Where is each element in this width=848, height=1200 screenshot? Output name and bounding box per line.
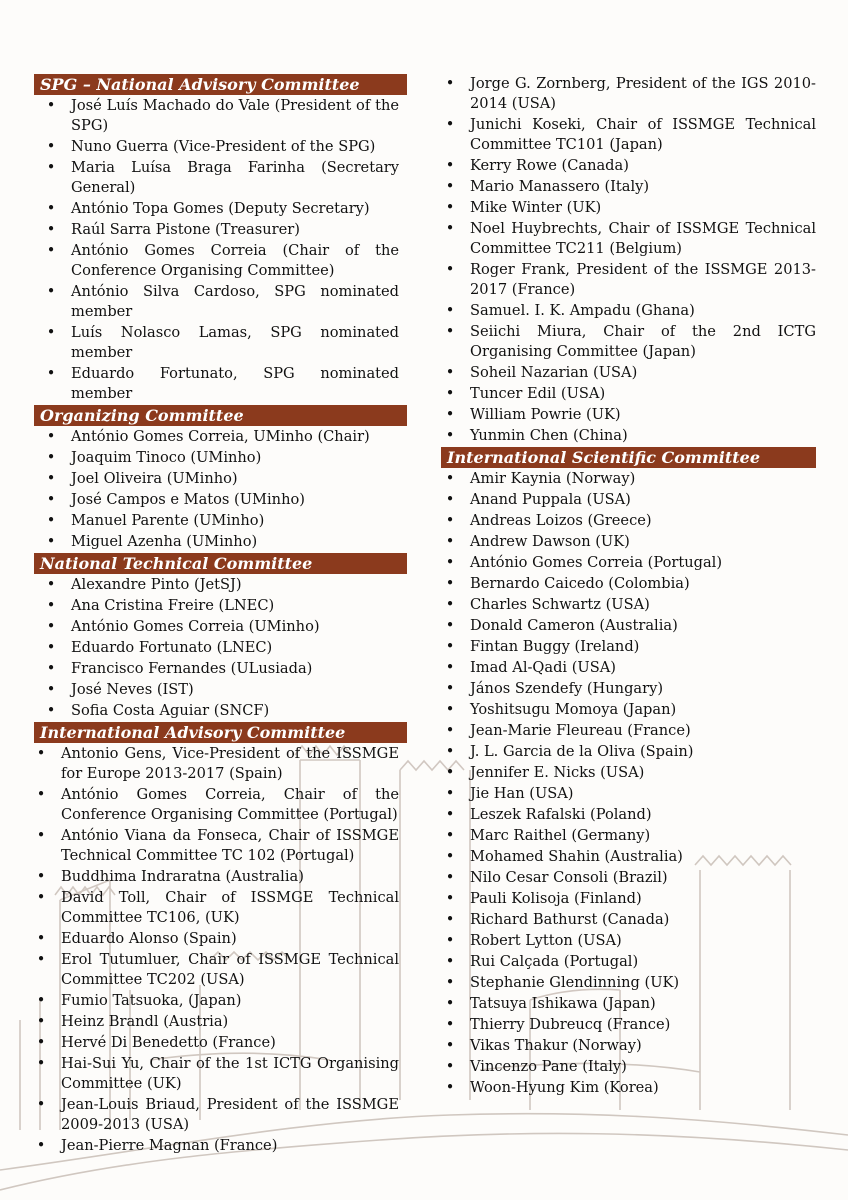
list-item	[441, 616, 816, 636]
member-text: Yoshitsugu Momoya (Japan)	[470, 701, 677, 718]
right-column	[441, 74, 816, 1099]
bullet-icon: •	[46, 660, 56, 677]
list-item	[34, 323, 407, 363]
bullet-icon: •	[445, 575, 455, 592]
list-item	[441, 490, 816, 510]
bullet-icon: •	[445, 75, 455, 92]
list-item	[441, 511, 816, 531]
list-item	[441, 826, 816, 846]
bullet-icon: •	[445, 617, 455, 634]
member-text: António Gomes Correia, UMinho (Chair)	[71, 428, 370, 445]
bullet-icon: •	[445, 890, 455, 907]
list-item	[441, 595, 816, 615]
bullet-icon: •	[445, 680, 455, 697]
bullet-icon: •	[445, 848, 455, 865]
list-item	[34, 929, 407, 949]
list-item	[441, 805, 816, 825]
bullet-icon: •	[36, 930, 46, 947]
bullet-icon: •	[46, 138, 56, 155]
member-text: Donald Cameron (Australia)	[470, 617, 678, 634]
list-item	[441, 910, 816, 930]
list-item	[441, 260, 816, 300]
member-text: Yunmin Chen (China)	[470, 427, 628, 444]
international-advisory-committee-header: International Advisory Committee	[34, 722, 407, 743]
list-item	[441, 1036, 816, 1056]
bullet-icon: •	[46, 470, 56, 487]
bullet-icon: •	[445, 953, 455, 970]
list-item	[441, 931, 816, 951]
member-text: Rui Calçada (Portugal)	[470, 953, 639, 970]
bullet-icon: •	[445, 385, 455, 402]
member-text: José Campos e Matos (UMinho)	[71, 491, 305, 508]
bullet-icon: •	[46, 97, 56, 114]
bullet-icon: •	[445, 701, 455, 718]
member-text: Woon-Hyung Kim (Korea)	[470, 1079, 659, 1096]
list-item	[34, 575, 407, 595]
member-text: Robert Lytton (USA)	[470, 932, 622, 949]
list-item	[441, 973, 816, 993]
organizing-committee-header: Organizing Committee	[34, 405, 407, 426]
list-item	[441, 721, 816, 741]
list-item	[441, 784, 816, 804]
list-item	[441, 156, 816, 176]
member-text: Luís Nolasco Lamas, SPG nominated member	[71, 324, 399, 361]
member-text: Anand Puppala (USA)	[470, 491, 631, 508]
list-item	[441, 198, 816, 218]
bullet-icon: •	[445, 722, 455, 739]
member-text: Charles Schwartz (USA)	[470, 596, 650, 613]
member-text: Raúl Sarra Pistone (Treasurer)	[71, 221, 300, 238]
list-item	[441, 847, 816, 867]
list-item	[34, 490, 407, 510]
list-item	[441, 763, 816, 783]
bullet-icon: •	[445, 638, 455, 655]
member-text: António Gomes Correia (Portugal)	[470, 554, 723, 571]
bullet-icon: •	[36, 786, 46, 803]
list-item	[441, 363, 816, 383]
bullet-icon: •	[46, 159, 56, 176]
bullet-icon: •	[445, 427, 455, 444]
bullet-icon: •	[46, 639, 56, 656]
bullet-icon: •	[46, 533, 56, 550]
bullet-icon: •	[445, 116, 455, 133]
list-item	[34, 220, 407, 240]
member-text: Bernardo Caicedo (Colombia)	[470, 575, 690, 592]
bullet-icon: •	[445, 806, 455, 823]
member-text: Pauli Kolisoja (Finland)	[470, 890, 642, 907]
bullet-icon: •	[36, 827, 46, 844]
list-item	[34, 744, 407, 784]
bullet-icon: •	[445, 911, 455, 928]
international-scientific-committee-list	[441, 469, 816, 1098]
list-item	[441, 994, 816, 1014]
bullet-icon: •	[445, 869, 455, 886]
list-item	[441, 74, 816, 114]
bullet-icon: •	[46, 283, 56, 300]
spg-committee-header: SPG – National Advisory Committee	[34, 74, 407, 95]
bullet-icon: •	[46, 491, 56, 508]
bullet-icon: •	[36, 1096, 46, 1113]
bullet-icon: •	[46, 365, 56, 382]
member-text: William Powrie (UK)	[470, 406, 621, 423]
member-text: Amir Kaynia (Norway)	[470, 470, 636, 487]
list-item	[34, 427, 407, 447]
member-text: Imad Al-Qadi (USA)	[470, 659, 616, 676]
bullet-icon: •	[445, 974, 455, 991]
member-text: Mario Manassero (Italy)	[470, 178, 650, 195]
member-text: António Topa Gomes (Deputy Secretary)	[71, 200, 370, 217]
list-item	[34, 867, 407, 887]
list-item	[441, 1078, 816, 1098]
list-item	[441, 301, 816, 321]
bullet-icon: •	[445, 554, 455, 571]
member-text: Hervé Di Benedetto (France)	[61, 1034, 276, 1051]
member-text: Nuno Guerra (Vice-President of the SPG)	[71, 138, 376, 155]
bullet-icon: •	[445, 1016, 455, 1033]
member-text: Hai-Sui Yu, Chair of the 1st ICTG Organising Committee (UK)	[61, 1055, 399, 1092]
list-item	[441, 952, 816, 972]
left-column	[34, 74, 407, 1157]
list-item	[441, 574, 816, 594]
member-text: Tatsuya Ishikawa (Japan)	[470, 995, 656, 1012]
member-text: Roger Frank, President of the ISSMGE 2013-2017 (France)	[470, 261, 816, 298]
bullet-icon: •	[46, 324, 56, 341]
member-text: Jennifer E. Nicks (USA)	[470, 764, 645, 781]
member-text: Ana Cristina Freire (LNEC)	[71, 597, 275, 614]
bullet-icon: •	[445, 533, 455, 550]
bullet-icon: •	[445, 827, 455, 844]
bullet-icon: •	[46, 576, 56, 593]
bullet-icon: •	[445, 932, 455, 949]
list-item	[441, 322, 816, 362]
member-text: Noel Huybrechts, Chair of ISSMGE Technical Committee TC211 (Belgium)	[470, 220, 816, 257]
list-item	[34, 448, 407, 468]
member-text: Marc Raithel (Germany)	[470, 827, 651, 844]
list-item	[34, 1054, 407, 1094]
member-text: José Luís Machado do Vale (President of the SPG)	[71, 97, 399, 134]
bullet-icon: •	[445, 364, 455, 381]
member-text: Maria Luísa Braga Farinha (Secretary General)	[71, 159, 399, 196]
member-text: Buddhima Indraratna (Australia)	[61, 868, 304, 885]
bullet-icon: •	[36, 1055, 46, 1072]
member-text: Vincenzo Pane (Italy)	[470, 1058, 627, 1075]
bullet-icon: •	[445, 491, 455, 508]
member-text: J. L. Garcia de la Oliva (Spain)	[470, 743, 694, 760]
member-text: Francisco Fernandes (ULusiada)	[71, 660, 313, 677]
bullet-icon: •	[445, 323, 455, 340]
member-text: Miguel Azenha (UMinho)	[71, 533, 258, 550]
bullet-icon: •	[445, 178, 455, 195]
list-item	[34, 596, 407, 616]
member-text: Seiichi Miura, Chair of the 2nd ICTG Organising Committee (Japan)	[470, 323, 816, 360]
list-item	[34, 1136, 407, 1156]
member-text: Thierry Dubreucq (France)	[470, 1016, 671, 1033]
list-item	[34, 532, 407, 552]
bullet-icon: •	[445, 157, 455, 174]
list-item	[441, 658, 816, 678]
organizing-committee-list	[34, 427, 407, 552]
list-item	[34, 680, 407, 700]
list-item	[34, 364, 407, 404]
member-text: David Toll, Chair of ISSMGE Technical Committee TC106, (UK)	[61, 889, 399, 926]
member-text: António Gomes Correia, Chair of the Conference Organising Committee (Portugal)	[61, 786, 399, 823]
spg-committee-list	[34, 96, 407, 404]
member-text: Jie Han (USA)	[470, 785, 574, 802]
member-text: Jean-Louis Briaud, President of the ISSMGE 2009-2013 (USA)	[61, 1096, 399, 1133]
bullet-icon: •	[445, 995, 455, 1012]
member-text: Samuel. I. K. Ampadu (Ghana)	[470, 302, 695, 319]
bullet-icon: •	[36, 868, 46, 885]
bullet-icon: •	[36, 1137, 46, 1154]
member-text: Tuncer Edil (USA)	[470, 385, 606, 402]
bullet-icon: •	[445, 261, 455, 278]
list-item	[441, 219, 816, 259]
bullet-icon: •	[445, 302, 455, 319]
list-item	[34, 638, 407, 658]
bullet-icon: •	[46, 221, 56, 238]
member-text: Eduardo Alonso (Spain)	[61, 930, 237, 947]
list-item	[441, 637, 816, 657]
member-text: António Silva Cardoso, SPG nominated member	[71, 283, 399, 320]
list-item	[441, 532, 816, 552]
bullet-icon: •	[445, 785, 455, 802]
list-item	[34, 991, 407, 1011]
member-text: Eduardo Fortunato (LNEC)	[71, 639, 273, 656]
member-text: Eduardo Fortunato, SPG nominated member	[71, 365, 399, 402]
bullet-icon: •	[445, 764, 455, 781]
member-text: Andrew Dawson (UK)	[470, 533, 630, 550]
member-text: António Gomes Correia (Chair of the Conference Organising Committee)	[71, 242, 399, 279]
member-text: Jorge G. Zornberg, President of the IGS 2010-2014 (USA)	[470, 75, 816, 112]
list-item	[441, 700, 816, 720]
list-item	[34, 1095, 407, 1135]
list-item	[441, 868, 816, 888]
member-text: Jean-Pierre Magnan (France)	[61, 1137, 278, 1154]
list-item	[441, 115, 816, 155]
bullet-icon: •	[46, 618, 56, 635]
bullet-icon: •	[445, 512, 455, 529]
list-item	[441, 889, 816, 909]
bullet-icon: •	[46, 449, 56, 466]
list-item	[34, 888, 407, 928]
bullet-icon: •	[46, 242, 56, 259]
member-text: António Viana da Fonseca, Chair of ISSMGE Technical Committee TC 102 (Portugal)	[61, 827, 399, 864]
member-text: Jean-Marie Fleureau (France)	[470, 722, 691, 739]
international-advisory-committee-list-continued	[441, 74, 816, 446]
member-text: János Szendefy (Hungary)	[470, 680, 664, 697]
bullet-icon: •	[445, 199, 455, 216]
bullet-icon: •	[445, 1037, 455, 1054]
member-text: Sofia Costa Aguiar (SNCF)	[71, 702, 270, 719]
bullet-icon: •	[36, 992, 46, 1009]
member-text: Soheil Nazarian (USA)	[470, 364, 638, 381]
national-technical-committee-header: National Technical Committee	[34, 553, 407, 574]
member-text: Fintan Buggy (Ireland)	[470, 638, 640, 655]
bullet-icon: •	[36, 1034, 46, 1051]
bullet-icon: •	[445, 659, 455, 676]
list-item	[34, 199, 407, 219]
list-item	[441, 177, 816, 197]
national-technical-committee-list	[34, 575, 407, 721]
bullet-icon: •	[445, 743, 455, 760]
member-text: Kerry Rowe (Canada)	[470, 157, 629, 174]
member-text: Vikas Thakur (Norway)	[470, 1037, 642, 1054]
member-text: Alexandre Pinto (JetSJ)	[71, 576, 242, 593]
member-text: António Gomes Correia (UMinho)	[71, 618, 320, 635]
international-scientific-committee-header: International Scientific Committee	[441, 447, 816, 468]
list-item	[34, 137, 407, 157]
list-item	[34, 282, 407, 322]
list-item	[34, 659, 407, 679]
member-text: Nilo Cesar Consoli (Brazil)	[470, 869, 668, 886]
list-item	[34, 617, 407, 637]
list-item	[34, 511, 407, 531]
list-item	[441, 426, 816, 446]
bullet-icon: •	[46, 681, 56, 698]
bullet-icon: •	[46, 200, 56, 217]
member-text: Joaquim Tinoco (UMinho)	[71, 449, 262, 466]
member-text: Manuel Parente (UMinho)	[71, 512, 265, 529]
list-item	[34, 1033, 407, 1053]
list-item	[441, 1057, 816, 1077]
bullet-icon: •	[445, 596, 455, 613]
bullet-icon: •	[445, 470, 455, 487]
list-item	[34, 241, 407, 281]
list-item	[34, 950, 407, 990]
member-text: Stephanie Glendinning (UK)	[470, 974, 680, 991]
member-text: Junichi Koseki, Chair of ISSMGE Technical Committee TC101 (Japan)	[470, 116, 816, 153]
list-item	[34, 701, 407, 721]
member-text: Andreas Loizos (Greece)	[470, 512, 652, 529]
list-item	[441, 553, 816, 573]
bullet-icon: •	[36, 889, 46, 906]
bullet-icon: •	[36, 1013, 46, 1030]
bullet-icon: •	[46, 428, 56, 445]
list-item	[34, 1012, 407, 1032]
bullet-icon: •	[46, 512, 56, 529]
bullet-icon: •	[46, 702, 56, 719]
member-text: Erol Tutumluer, Chair of ISSMGE Technical Committee TC202 (USA)	[61, 951, 399, 988]
bullet-icon: •	[445, 1079, 455, 1096]
list-item	[441, 384, 816, 404]
list-item	[34, 158, 407, 198]
list-item	[441, 469, 816, 489]
member-text: Fumio Tatsuoka, (Japan)	[61, 992, 242, 1009]
bullet-icon: •	[445, 1058, 455, 1075]
member-text: Heinz Brandl (Austria)	[61, 1013, 229, 1030]
bullet-icon: •	[36, 745, 46, 762]
list-item	[441, 405, 816, 425]
member-text: Antonio Gens, Vice-President of the ISSMGE for Europe 2013-2017 (Spain)	[61, 745, 399, 782]
bullet-icon: •	[46, 597, 56, 614]
list-item	[34, 826, 407, 866]
bullet-icon: •	[445, 406, 455, 423]
member-text: José Neves (IST)	[71, 681, 194, 698]
list-item	[34, 785, 407, 825]
bullet-icon: •	[36, 951, 46, 968]
list-item	[441, 1015, 816, 1035]
list-item	[441, 742, 816, 762]
bullet-icon: •	[445, 220, 455, 237]
member-text: Richard Bathurst (Canada)	[470, 911, 670, 928]
member-text: Mohamed Shahin (Australia)	[470, 848, 683, 865]
list-item	[34, 96, 407, 136]
member-text: Mike Winter (UK)	[470, 199, 602, 216]
international-advisory-committee-list	[34, 744, 407, 1156]
member-text: Joel Oliveira (UMinho)	[71, 470, 238, 487]
member-text: Leszek Rafalski (Poland)	[470, 806, 652, 823]
list-item	[441, 679, 816, 699]
list-item	[34, 469, 407, 489]
